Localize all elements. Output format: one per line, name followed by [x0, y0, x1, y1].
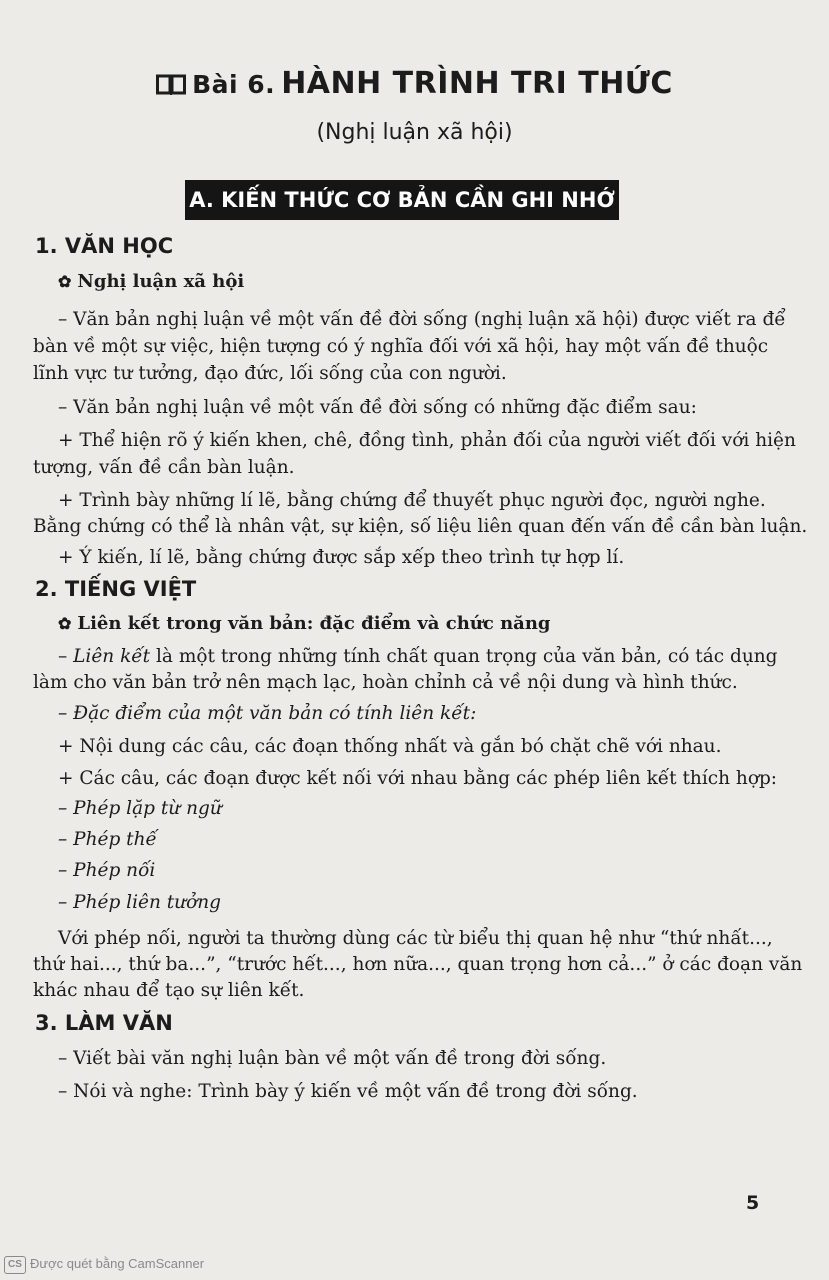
text-line: – Văn bản nghị luận về một vấn đề đời sống có những đặc điểm sau: — [58, 397, 697, 418]
text-line: bàn về một sự việc, hiện tượng có ý nghĩa đối với xã hội, hay một vấn đề thuộc — [33, 336, 769, 357]
method-item: – Phép lặp từ ngữ — [58, 798, 222, 819]
text-line: – Viết bài văn nghị luận bàn về một vấn đề trong đời sống. — [58, 1048, 607, 1069]
section-2-heading: 2. TIẾNG VIỆT — [35, 577, 197, 601]
watermark-text: Được quét bằng CamScanner — [30, 1256, 205, 1271]
text-line: thứ hai..., thứ ba...”, “trước hết..., hơn nữa..., quan trọng hơn cả...” ở các đoạn văn — [33, 954, 803, 975]
text-line: lĩnh vực tư tưởng, đạo đức, lối sống của con người. — [33, 363, 507, 384]
lesson-title — [0, 66, 829, 104]
flower-bullet-icon: ✿ — [58, 614, 72, 633]
text-line: + Thể hiện rõ ý kiến khen, chê, đồng tình, phản đối của người viết đối với hiện — [58, 430, 796, 451]
camscanner-logo-icon: CS — [4, 1256, 26, 1274]
flower-bullet-icon: ✿ — [58, 272, 72, 291]
method-item: – Phép liên tưởng — [58, 892, 221, 913]
text-line: làm cho văn bản trở nên mạch lạc, hoàn chỉnh cả về nội dung và hình thức. — [33, 672, 738, 693]
lesson-name: HÀNH TRÌNH TRI THỨC — [281, 66, 673, 101]
section-a-banner: A. KIẾN THỨC CƠ BẢN CẦN GHI NHỚ — [185, 180, 619, 220]
book-icon — [156, 69, 186, 104]
method-item: – Phép nối — [58, 860, 156, 881]
lesson-number: Bài 6. — [192, 70, 276, 99]
method-item: – Phép thế — [58, 829, 157, 850]
text-line: Với phép nối, người ta thường dùng các từ biểu thị quan hệ như “thứ nhất..., — [58, 928, 773, 949]
text-line: – Văn bản nghị luận về một vấn đề đời sống (nghị luận xã hội) được viết ra để — [58, 309, 786, 330]
text-line: + Ý kiến, lí lẽ, bằng chứng được sắp xếp theo trình tự hợp lí. — [58, 547, 625, 568]
term-lien-ket: Liên kết — [73, 646, 151, 667]
features-heading: – Đặc điểm của một văn bản có tính liên kết: — [58, 703, 477, 724]
text-line: khác nhau để tạo sự liên kết. — [33, 980, 305, 1001]
section-2-subheading: ✿ Liên kết trong văn bản: đặc điểm và chức năng — [58, 613, 551, 634]
lesson-subtitle: (Nghị luận xã hội) — [316, 120, 513, 145]
camscanner-watermark — [4, 1253, 204, 1275]
text-line: + Nội dung các câu, các đoạn thống nhất và gắn bó chặt chẽ với nhau. — [58, 736, 722, 757]
text-line: Bằng chứng có thể là nhân vật, sự kiện, số liệu liên quan đến vấn đề cần bàn luận. — [33, 516, 808, 537]
text-line: – Nói và nghe: Trình bày ý kiến về một vấn đề trong đời sống. — [58, 1081, 638, 1102]
section-1-heading: 1. VĂN HỌC — [35, 234, 174, 258]
section-1-subheading: ✿ Nghị luận xã hội — [58, 271, 245, 292]
section-3-heading: 3. LÀM VĂN — [35, 1011, 173, 1035]
text-line: + Các câu, các đoạn được kết nối với nhau bằng các phép liên kết thích hợp: — [58, 768, 778, 789]
page-number: 5 — [746, 1192, 760, 1214]
text-line: + Trình bày những lí lẽ, bằng chứng để thuyết phục người đọc, người nghe. — [58, 490, 766, 511]
text-line: tượng, vấn đề cần bàn luận. — [33, 457, 295, 478]
definition-line: – Liên kết là một trong những tính chất quan trọng của văn bản, có tác dụng — [58, 646, 778, 667]
